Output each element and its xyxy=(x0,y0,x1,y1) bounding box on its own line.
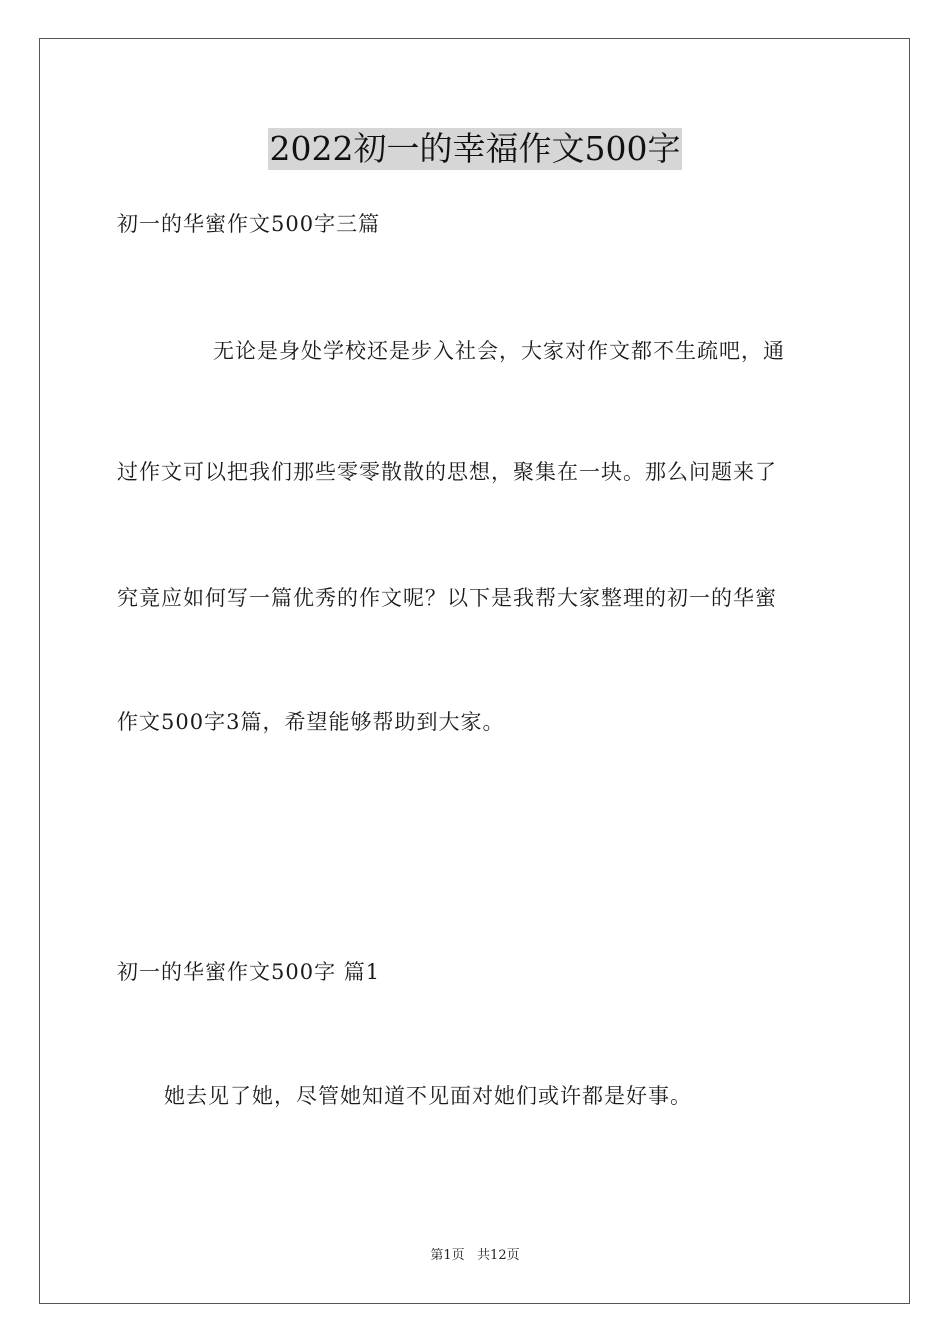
document-title: 2022初一的幸福作文500字 xyxy=(269,129,681,168)
section-paragraph-line: 她去见了她，尽管她知道不见面对她们或许都是好事。 xyxy=(164,1084,692,1108)
intro-line-1: 无论是身处学校还是步入社会，大家对作文都不生疏吧，通 xyxy=(213,339,785,363)
section-heading: 初一的华蜜作文500字 篇1 xyxy=(117,960,381,984)
page-footer: 第1页 共12页 xyxy=(430,1248,520,1263)
document-subtitle: 初一的华蜜作文500字三篇 xyxy=(117,212,381,236)
intro-line-4: 作文500字3篇，希望能够帮助到大家。 xyxy=(117,710,505,734)
intro-line-3: 究竟应如何写一篇优秀的作文呢？以下是我帮大家整理的初一的华蜜 xyxy=(117,586,777,610)
title-container xyxy=(0,128,950,170)
intro-line-2: 过作文可以把我们那些零零散散的思想，聚集在一块。那么问题来了 xyxy=(117,460,777,484)
